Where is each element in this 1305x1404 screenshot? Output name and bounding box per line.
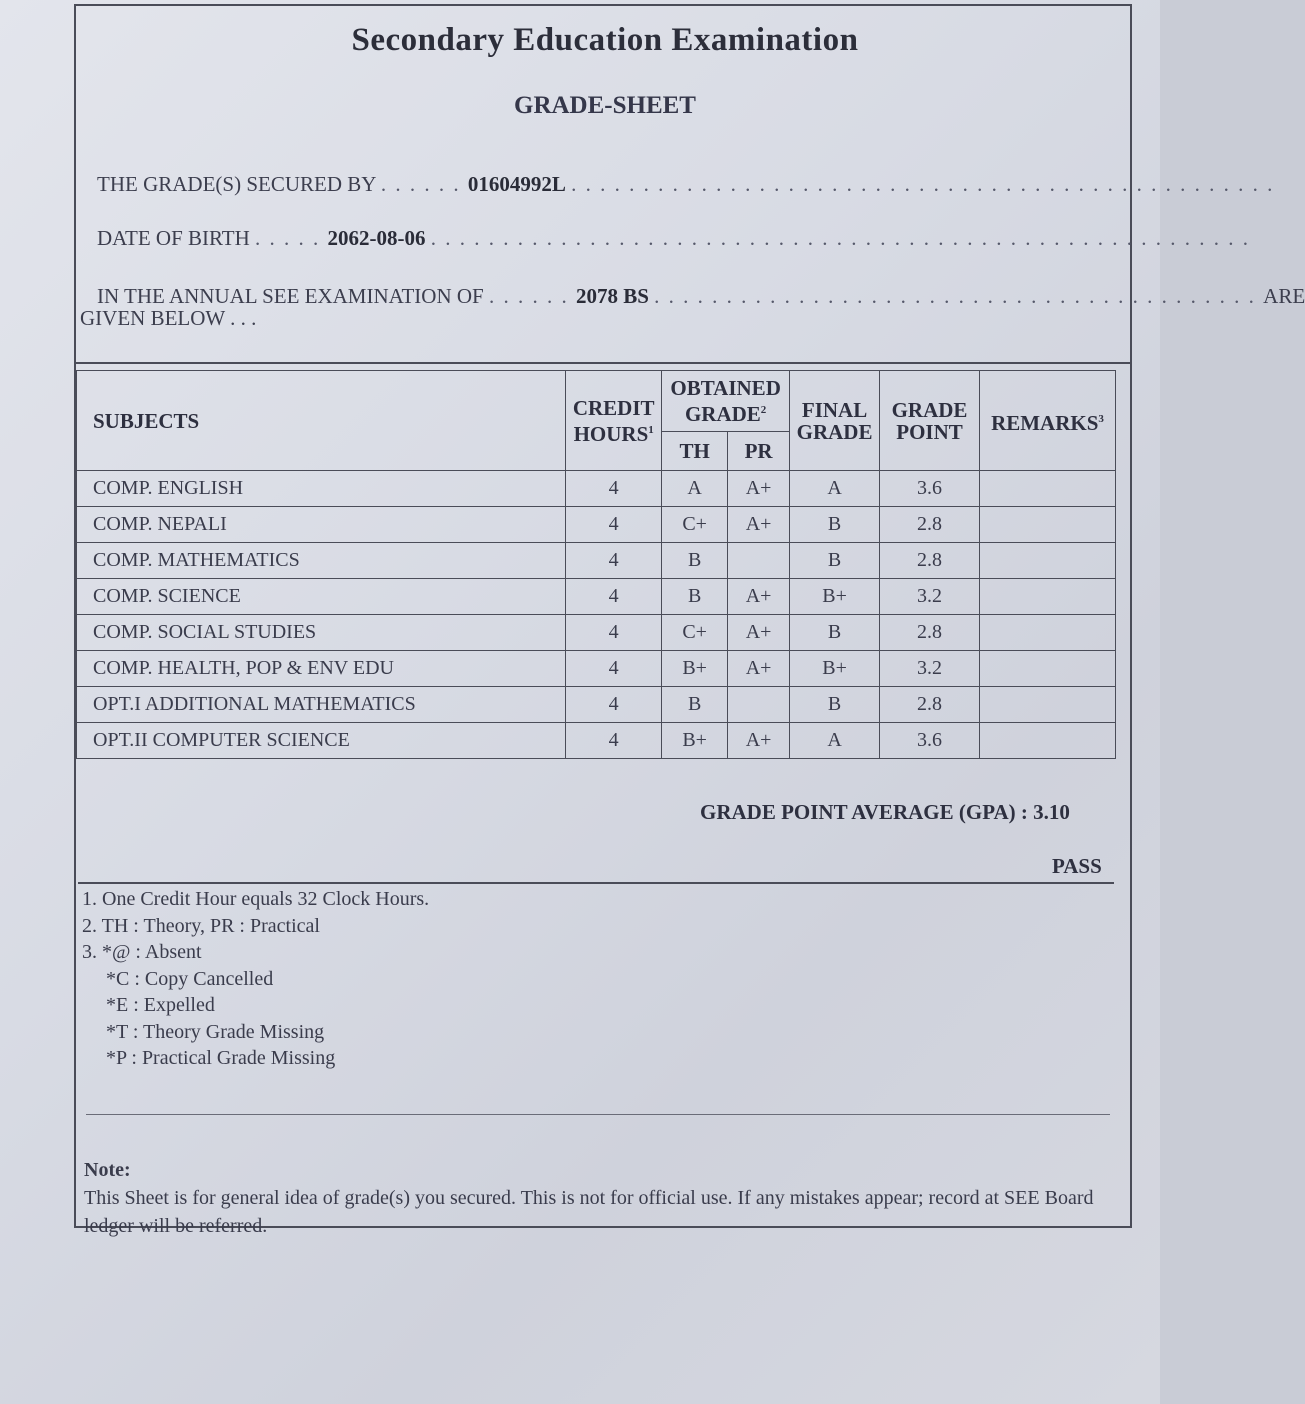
footnote-3-theory-missing: *T : Theory Grade Missing: [106, 1020, 325, 1043]
remarks-cell: [979, 543, 1115, 579]
header-final-grade: FINAL GRADE: [790, 371, 880, 471]
final-grade-cell: A: [790, 471, 880, 507]
footnote-1: 1. One Credit Hour equals 32 Clock Hours.: [82, 888, 430, 910]
footnote-3-expelled: *E : Expelled: [106, 994, 215, 1016]
final-grade-cell: B: [790, 543, 880, 579]
header-subjects: SUBJECTS: [77, 371, 566, 471]
subject-cell: OPT.II COMPUTER SCIENCE: [77, 723, 566, 759]
divider: [78, 882, 1114, 884]
header-grade-point: GRADE POINT: [880, 371, 980, 471]
grade-point-cell: 2.8: [880, 615, 980, 651]
subject-cell: COMP. SOCIAL STUDIES: [77, 615, 566, 651]
final-grade-cell: B+: [790, 651, 880, 687]
credit-cell: 4: [566, 723, 662, 759]
pr-grade-cell: A+: [728, 651, 790, 687]
credit-cell: 4: [566, 579, 662, 615]
final-grade-cell: B: [790, 615, 880, 651]
pr-grade-cell: A+: [728, 615, 790, 651]
th-grade-cell: B: [662, 687, 728, 723]
grade-point-cell: 3.2: [880, 579, 980, 615]
document-subtitle: GRADE-SHEET: [514, 92, 696, 119]
header-th: TH: [662, 432, 728, 471]
final-grade-cell: B+: [790, 579, 880, 615]
note-heading: Note:: [84, 1159, 131, 1181]
credit-cell: 4: [566, 543, 662, 579]
table-header-row: [77, 371, 1116, 432]
subject-cell: COMP. SCIENCE: [77, 579, 566, 615]
table-row: [77, 615, 1116, 651]
subject-cell: COMP. MATHEMATICS: [77, 543, 566, 579]
grade-point-cell: 3.6: [880, 723, 980, 759]
pr-grade-cell: A+: [728, 579, 790, 615]
pr-grade-cell: [728, 543, 790, 579]
pr-grade-cell: A+: [728, 471, 790, 507]
document-title: Secondary Education Examination: [351, 22, 859, 58]
th-grade-cell: C+: [662, 615, 728, 651]
footnote-3-practical-missing: *P : Practical Grade Missing: [106, 1047, 336, 1069]
secured-by-label: THE GRADE(S) SECURED BY: [97, 172, 376, 196]
credit-cell: 4: [566, 651, 662, 687]
header-remarks: REMARKS$^3$: [979, 371, 1115, 471]
subject-cell: OPT.I ADDITIONAL MATHEMATICS: [77, 687, 566, 723]
remarks-cell: [979, 507, 1115, 543]
footnotes: [82, 886, 429, 1072]
final-grade-cell: B: [790, 507, 880, 543]
th-grade-cell: B+: [662, 651, 728, 687]
footnote-3-copy-cancelled: *C : Copy Cancelled: [106, 967, 274, 990]
th-grade-cell: A: [662, 471, 728, 507]
table-row: [77, 651, 1116, 687]
th-grade-cell: B: [662, 543, 728, 579]
table-row: [77, 543, 1116, 579]
final-grade-cell: B: [790, 687, 880, 723]
divider: [76, 362, 1132, 364]
th-grade-cell: C+: [662, 507, 728, 543]
grade-point-cell: 2.8: [880, 507, 980, 543]
header-obtained-grade: OBTAINED GRADE$^2$: [662, 371, 790, 432]
table-row: [77, 687, 1116, 723]
credit-cell: 4: [566, 615, 662, 651]
remarks-cell: [979, 723, 1115, 759]
table-row: [77, 507, 1116, 543]
subject-cell: COMP. ENGLISH: [77, 471, 566, 507]
exam-year: 2078 BS: [575, 284, 649, 308]
th-grade-cell: B: [662, 579, 728, 615]
subject-cell: COMP. NEPALI: [77, 507, 566, 543]
remarks-cell: [979, 651, 1115, 687]
credit-cell: 4: [566, 687, 662, 723]
table-row: [77, 471, 1116, 507]
dob-line: DATE OF BIRTH . . . . . 2062-08-06 . . . . . . . . . . . . . . . . . . . . . . . . . . . . . . . . . . . . . . . . . . . . . . . . . . . . . . . . .: [97, 226, 1250, 250]
grade-point-cell: 3.2: [880, 651, 980, 687]
exam-line: IN THE ANNUAL SEE EXAMINATION OF . . . . . . 2078 BS . . . . . . . . . . . . . . . . . . . . . . . . . . . . . . . . . . . . . . . . . . ARE: [97, 284, 1305, 308]
divider: [86, 1114, 1110, 1115]
final-grade-cell: A: [790, 723, 880, 759]
gpa-summary: GRADE POINT AVERAGE (GPA) : 3.10: [700, 800, 1070, 824]
pr-grade-cell: A+: [728, 723, 790, 759]
note-section: [84, 1156, 1114, 1240]
footnote-3: 3. *@ : Absent: [82, 941, 202, 963]
symbol-number: 01604992L: [467, 172, 566, 196]
grade-point-cell: 3.6: [880, 471, 980, 507]
footnote-2: 2. TH : Theory, PR : Practical: [82, 914, 320, 937]
header-credit-hours: CREDIT HOURS$^1$: [566, 371, 662, 471]
credit-cell: 4: [566, 471, 662, 507]
grade-point-cell: 2.8: [880, 687, 980, 723]
secured-by-line: THE GRADE(S) SECURED BY . . . . . . 01604992L . . . . . . . . . . . . . . . . . . . . . . . . . . . . . . . . . . . . . . . . . . . . . . . . .: [97, 172, 1275, 196]
remarks-cell: [979, 471, 1115, 507]
result-status: PASS: [1052, 854, 1102, 878]
th-grade-cell: B+: [662, 723, 728, 759]
remarks-cell: [979, 615, 1115, 651]
exam-suffix: ARE: [1263, 284, 1305, 308]
credit-cell: 4: [566, 507, 662, 543]
dob-label: DATE OF BIRTH: [97, 226, 250, 250]
table-row: [77, 723, 1116, 759]
given-below: GIVEN BELOW . . .: [80, 306, 257, 330]
remarks-cell: [979, 579, 1115, 615]
grade-point-cell: 2.8: [880, 543, 980, 579]
remarks-cell: [979, 687, 1115, 723]
grades-table: [76, 370, 1116, 759]
table-row: [77, 579, 1116, 615]
note-text: This Sheet is for general idea of grade(s) you secured. This is not for official use. If any mistakes appear; record at SEE Board ledger will be referred.: [84, 1187, 1094, 1237]
header-pr: PR: [728, 432, 790, 471]
dob-value: 2062-08-06: [327, 226, 426, 250]
pr-grade-cell: A+: [728, 507, 790, 543]
exam-label: IN THE ANNUAL SEE EXAMINATION OF: [97, 284, 484, 308]
subject-cell: COMP. HEALTH, POP & ENV EDU: [77, 651, 566, 687]
pr-grade-cell: [728, 687, 790, 723]
